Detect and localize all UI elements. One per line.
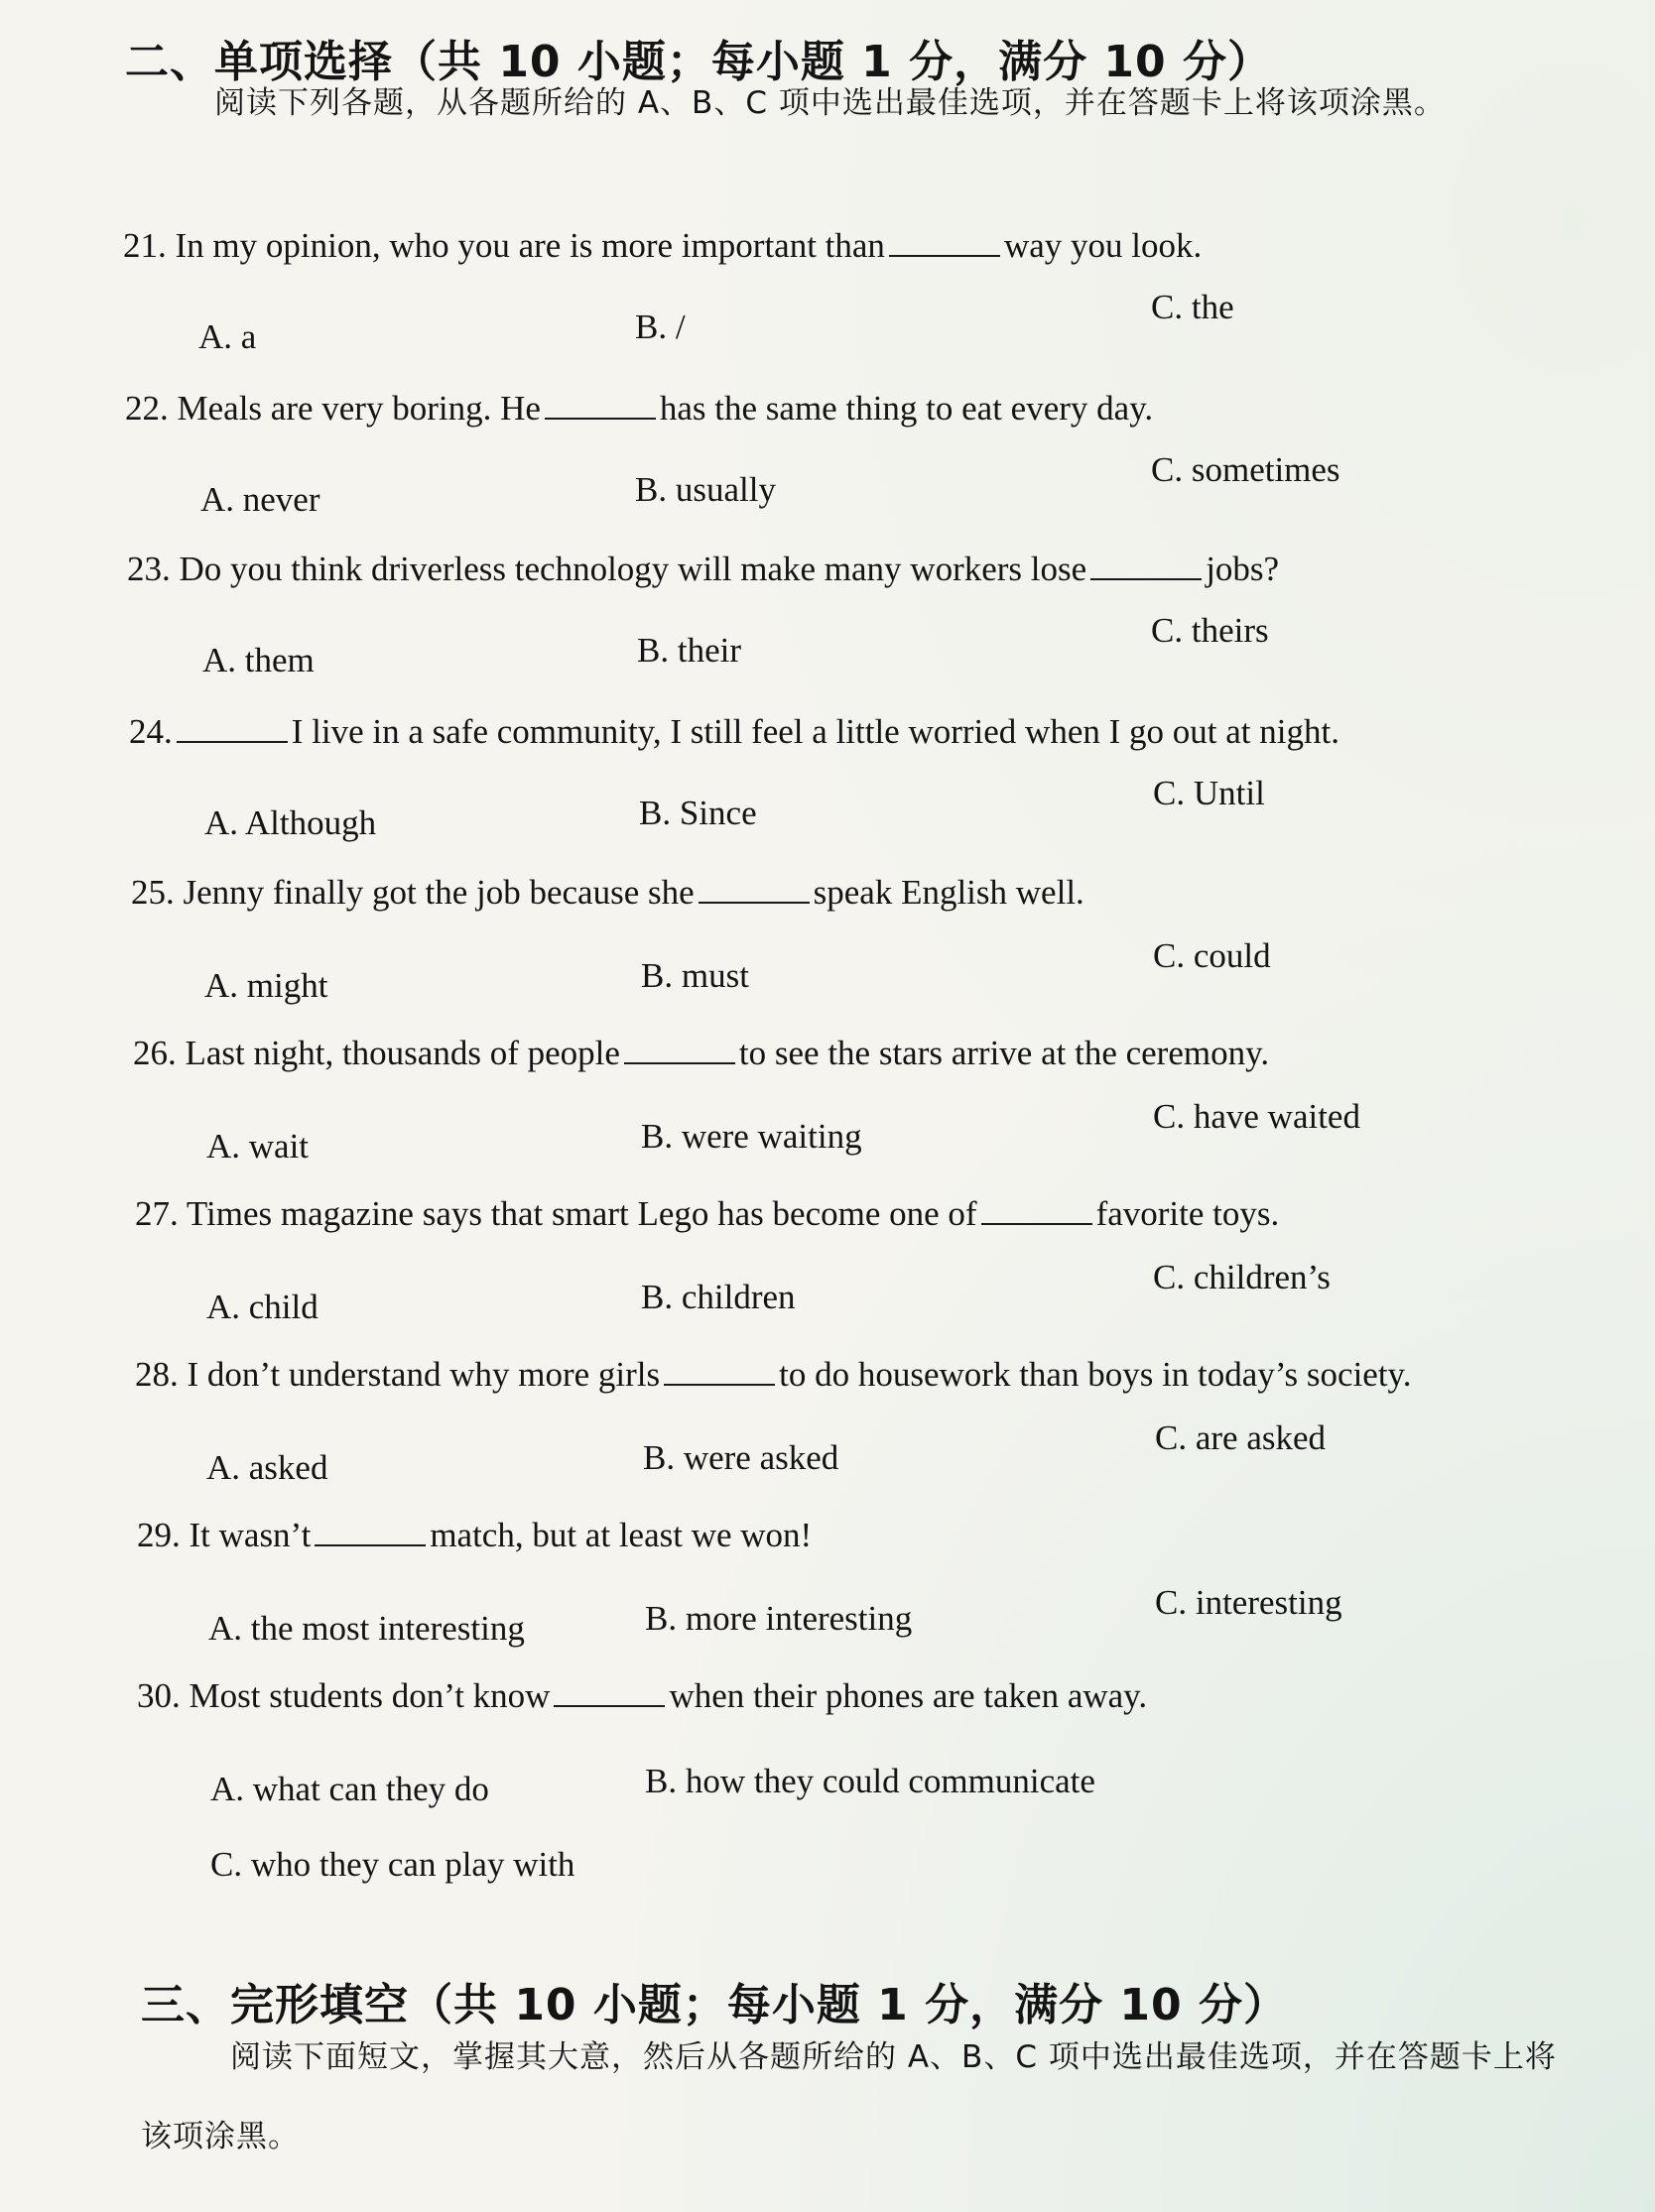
option-b: B. their xyxy=(637,631,741,670)
stem-text-after: jobs? xyxy=(1206,550,1280,588)
answer-blank xyxy=(554,1677,665,1707)
option-c: C. the xyxy=(1151,288,1234,326)
question-27 xyxy=(0,1194,1655,1353)
question-21 xyxy=(0,226,1655,385)
option-c: C. children’s xyxy=(1153,1258,1331,1296)
question-25 xyxy=(0,873,1655,1032)
section-3-title: 三、完形填空（共 10 小题；每小题 1 分，满分 10 分） xyxy=(141,1980,1288,2030)
option-b: B. must xyxy=(641,956,749,995)
stem-text-before: 22. Meals are very boring. He xyxy=(125,389,541,428)
option-c: C. are asked xyxy=(1155,1418,1327,1457)
question-29 xyxy=(0,1516,1655,1674)
option-a: A. never xyxy=(200,480,320,519)
stem-text-after: I live in a safe community, I still feel a little worried when I go out at night. xyxy=(291,712,1339,751)
question-22 xyxy=(0,389,1655,548)
option-a: A. the most interesting xyxy=(208,1609,525,1648)
stem-text-before: 24. xyxy=(129,712,173,751)
option-c: C. who they can play with xyxy=(210,1845,575,1884)
option-a: A. asked xyxy=(206,1448,328,1487)
answer-blank xyxy=(664,1356,775,1386)
question-24 xyxy=(0,712,1655,871)
section-2-title: 二、单项选择（共 10 小题；每小题 1 分，满分 10 分） xyxy=(125,37,1272,87)
option-a: A. might xyxy=(204,966,328,1005)
stem-text-before: 28. I don’t understand why more girls xyxy=(135,1355,661,1394)
option-b: B. how they could communicate xyxy=(645,1762,1095,1800)
question-stem xyxy=(125,389,1153,429)
stem-text-after: speak English well. xyxy=(813,873,1084,912)
question-stem xyxy=(127,550,1279,589)
stem-text-after: to do housework than boys in today’s society. xyxy=(779,1355,1412,1394)
stem-text-before: 21. In my opinion, who you are is more important than xyxy=(123,226,885,265)
option-b: B. were waiting xyxy=(641,1117,862,1156)
question-stem xyxy=(129,712,1339,752)
question-28 xyxy=(0,1355,1655,1514)
question-26 xyxy=(0,1034,1655,1192)
question-stem xyxy=(137,1676,1147,1716)
section-3-instruction: 阅读下面短文，掌握其大意，然后从各题所给的 A、B、C 项中选出最佳选项，并在答题卡上将该项涂黑。 xyxy=(141,2039,1557,2154)
question-stem xyxy=(123,226,1202,266)
option-b: B. were asked xyxy=(643,1438,839,1477)
stem-text-before: 25. Jenny finally got the job because she xyxy=(131,873,695,912)
option-b: B. / xyxy=(635,307,686,346)
option-c: C. have waited xyxy=(1153,1097,1360,1136)
answer-blank xyxy=(177,713,288,743)
answer-blank xyxy=(981,1195,1092,1225)
option-c: C. Until xyxy=(1153,774,1265,812)
option-a: A. Although xyxy=(204,803,377,842)
option-a: A. child xyxy=(206,1288,318,1326)
section-2-instruction: 阅读下列各题，从各题所给的 A、B、C 项中选出最佳选项，并在答题卡上将该项涂黑。 xyxy=(214,85,1446,121)
option-c: C. could xyxy=(1153,936,1271,975)
stem-text-after: match, but at least we won! xyxy=(430,1516,813,1554)
stem-text-after: way you look. xyxy=(1003,226,1203,265)
question-30 xyxy=(0,1676,1655,1884)
answer-blank xyxy=(624,1035,735,1064)
option-b: B. more interesting xyxy=(645,1599,913,1638)
option-c: C. sometimes xyxy=(1151,450,1340,489)
option-a: A. wait xyxy=(206,1127,310,1166)
answer-blank xyxy=(545,390,656,420)
option-b: B. usually xyxy=(635,470,776,509)
option-a: A. them xyxy=(202,641,315,679)
question-stem xyxy=(131,873,1084,913)
stem-text-before: 23. Do you think driverless technology will make many workers lose xyxy=(127,550,1087,588)
question-23 xyxy=(0,550,1655,708)
stem-text-before: 30. Most students don’t know xyxy=(137,1676,551,1715)
answer-blank xyxy=(1090,551,1202,580)
answer-blank xyxy=(699,874,810,904)
stem-text-after: has the same thing to eat every day. xyxy=(659,389,1154,428)
question-stem xyxy=(133,1034,1269,1073)
stem-text-before: 29. It wasn’t xyxy=(137,1516,312,1554)
option-c: C. interesting xyxy=(1155,1583,1342,1622)
stem-text-after: to see the stars arrive at the ceremony. xyxy=(738,1034,1270,1072)
answer-blank xyxy=(315,1517,426,1546)
option-b: B. children xyxy=(641,1278,796,1316)
option-a: A. a xyxy=(198,317,257,356)
question-stem xyxy=(135,1355,1412,1395)
stem-text-before: 27. Times magazine says that smart Lego has become one of xyxy=(135,1194,977,1233)
stem-text-before: 26. Last night, thousands of people xyxy=(133,1034,620,1072)
question-stem xyxy=(137,1516,812,1555)
stem-text-after: when their phones are taken away. xyxy=(669,1676,1148,1715)
option-a: A. what can they do xyxy=(210,1770,489,1808)
option-c: C. theirs xyxy=(1151,611,1269,650)
answer-blank xyxy=(889,227,1000,257)
option-b: B. Since xyxy=(639,794,757,832)
stem-text-after: favorite toys. xyxy=(1095,1194,1280,1233)
question-stem xyxy=(135,1194,1279,1234)
